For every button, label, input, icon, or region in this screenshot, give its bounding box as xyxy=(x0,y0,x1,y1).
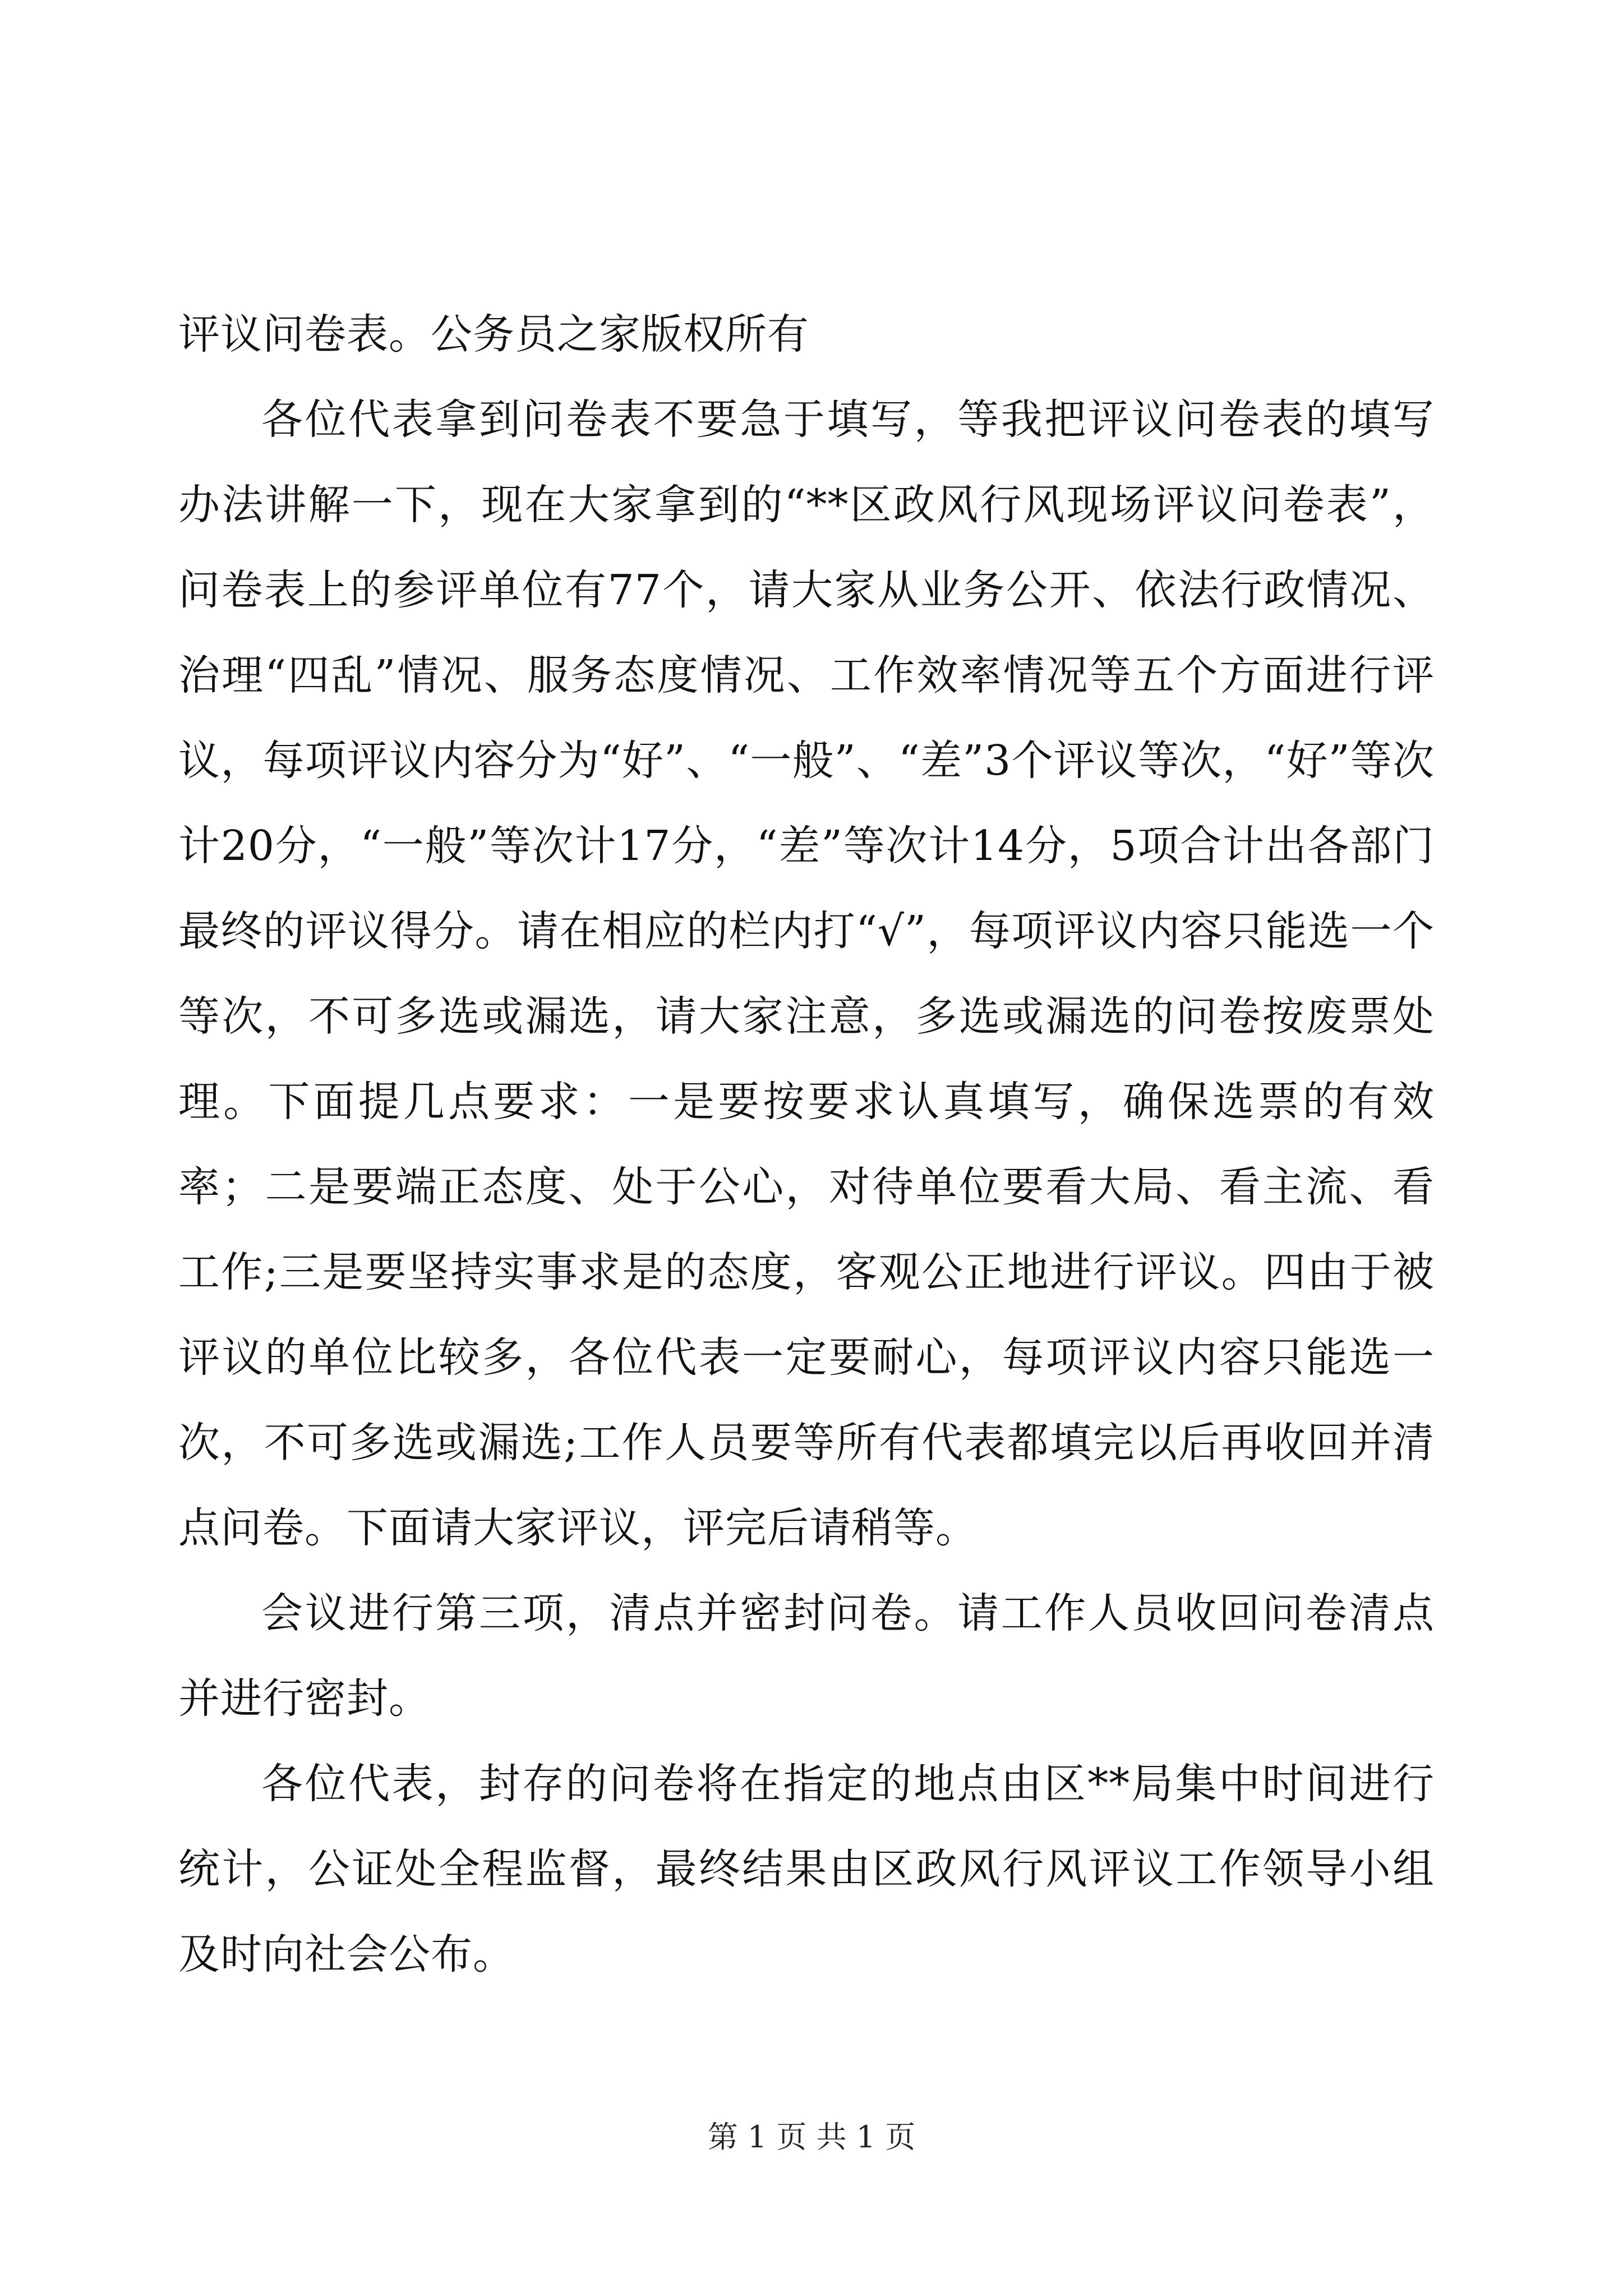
paragraph-1: 评议问卷表。公务员之家版权所有 xyxy=(178,310,809,358)
paragraph-2: 各位代表拿到问卷表不要急于填写，等我把评议问卷表的填写办法讲解一下，现在大家拿到的“**区政风行风现场评议问卷表”，问卷表上的参评单位有77个，请大家从业务公开、依法行政情况、治理“四乱”情况、服务态度情况、工作效率情况等五个方面进行评议，每项评议内容分为“好”、“一般”、“差”3个评议等次，“好”等次计20分，“一般”等次计17分，“差”等次计14分，5项合计出各部门最终的评议得分。请在相应的栏内打“√”，每项评议内容只能选一个等次，不可多选或漏选，请大家注意，多选或漏选的问卷按废票处理。下面提几点要求：一是要按要求认真填写，确保选票的有效率；二是要端正态度、处于公心，对待单位要看大局、看主流、看工作;三是要坚持实事求是的态度，客观公正地进行评议。四由于被评议的单位比较多，各位代表一定要耐心，每项评议内容只能选一次，不可多选或漏选;工作人员要等所有代表都填完以后再收回并清点问卷。下面请大家评议，评完后请稍等。 xyxy=(178,395,1435,1552)
paragraph-4: 各位代表，封存的问卷将在指定的地点由区**局集中时间进行统计，公证处全程监督，最终结果由区政风行风评议工作领导小组及时向社会公布。 xyxy=(178,1760,1435,1978)
document-body xyxy=(178,292,1435,1997)
paragraph-3: 会议进行第三项，清点并密封问卷。请工作人员收回问卷清点并进行密封。 xyxy=(178,1589,1435,1723)
page-footer: 第 1 页 共 1 页 xyxy=(707,2119,916,2155)
